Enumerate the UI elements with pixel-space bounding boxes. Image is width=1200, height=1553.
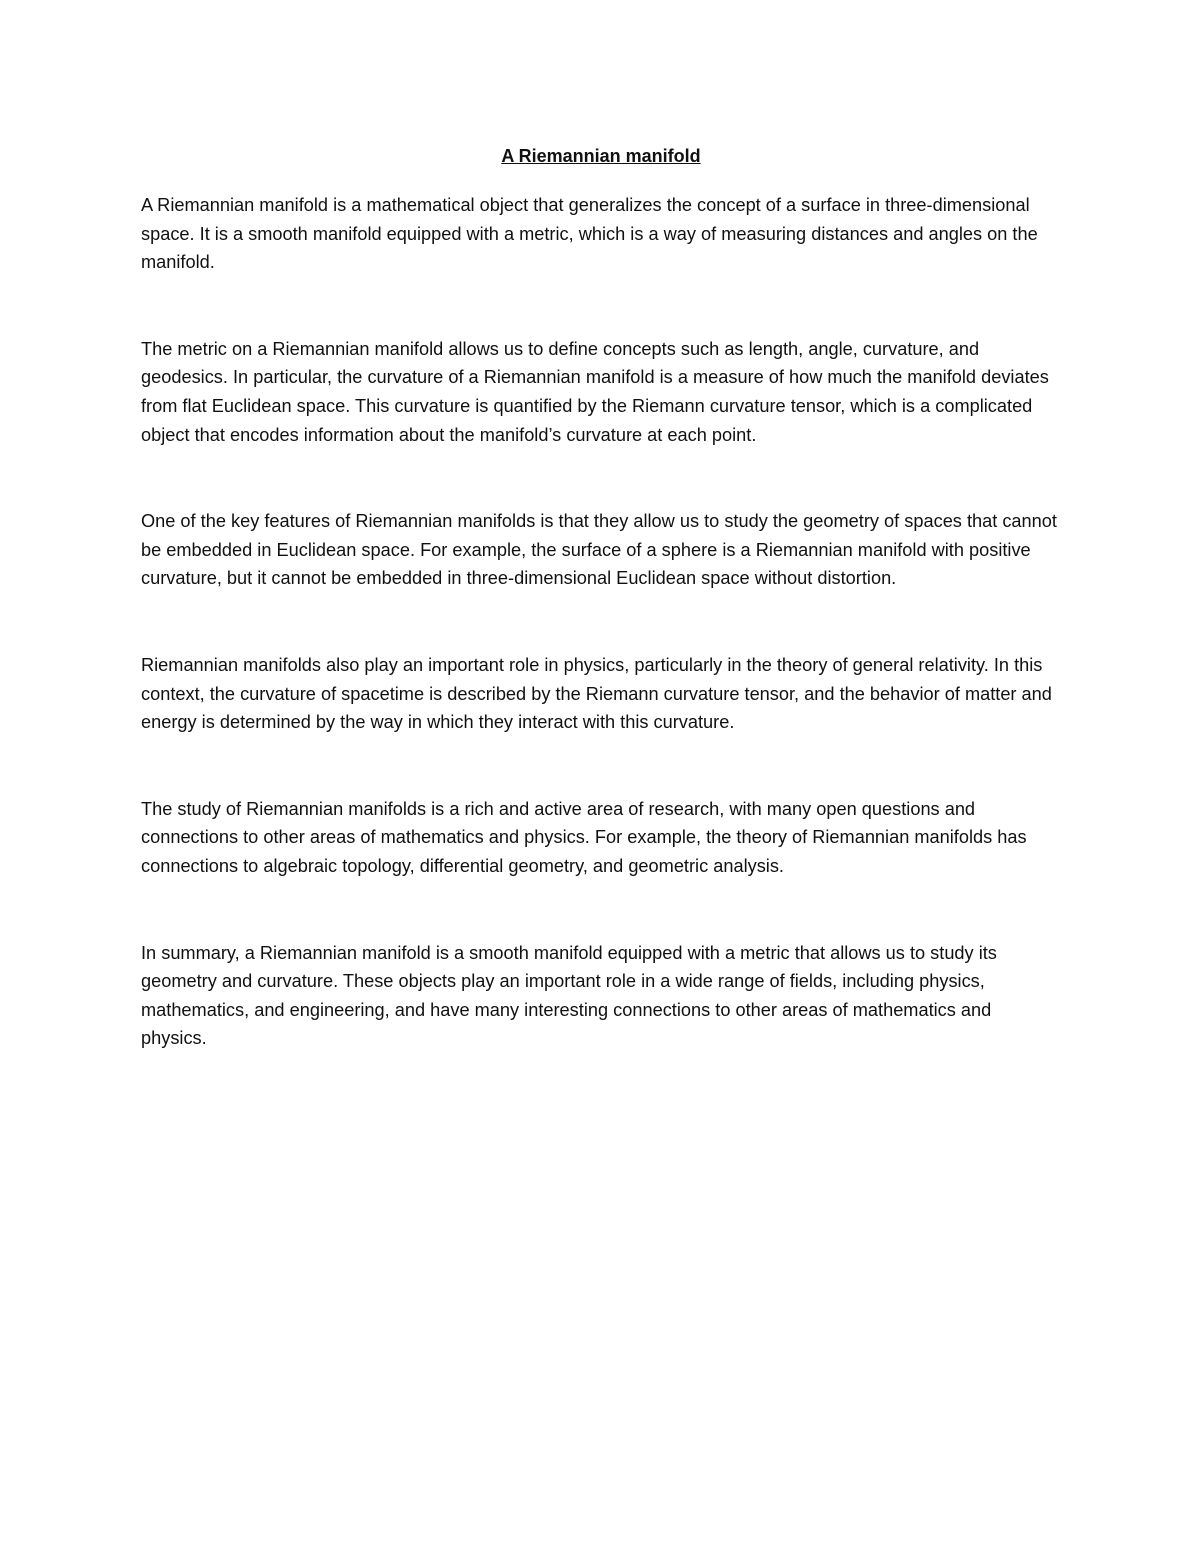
paragraph-key-features: One of the key features of Riemannian manifolds is that they allow us to study the geometry of spaces that cannot be embedded in Euclidean space. For example, the surface of a sphere is a Riemannian manifold with positive curvature, but it cannot be embedded in three-dimensional Euclidean space without distortion.: [141, 511, 1057, 589]
paragraph-spacer: [141, 277, 1061, 335]
paragraph-summary: In summary, a Riemannian manifold is a smooth manifold equipped with a metric that allows us to study its geometry and curvature. These objects play an important role in a wide range of fields, including physics, mathematics, and engineering, and have many interesting connections to other areas of mathematics and physics.: [141, 942, 997, 1049]
paragraph-research: The study of Riemannian manifolds is a rich and active area of research, with many open questions and connections to other areas of mathematics and physics. For example, the theory of Riemannian manifolds has connections to algebraic topology, differential geometry, and geometric analysis.: [141, 798, 1027, 876]
paragraph-metric: The metric on a Riemannian manifold allows us to define concepts such as length, angle, curvature, and geodesics. In particular, the curvature of a Riemannian manifold is a measure of how much the manifold deviates from flat Euclidean space. This curvature is quantified by the Riemann curvature tensor, which is a complicated object that encodes information about the manifold’s curvature at each point.: [141, 338, 1049, 445]
paragraph-spacer: [141, 881, 1061, 939]
paragraph-spacer: [141, 593, 1061, 651]
paragraph-physics: Riemannian manifolds also play an important role in physics, particularly in the theory of general relativity. In this context, the curvature of spacetime is described by the Riemann curvature tensor, and the behavior of matter and energy is determined by the way in which they interact with this curvature.: [141, 654, 1052, 733]
paragraph-spacer: [141, 737, 1061, 795]
document-body: [141, 142, 1061, 1053]
paragraph-spacer: [141, 449, 1061, 507]
paragraph-intro: A Riemannian manifold is a mathematical object that generalizes the concept of a surface in three-dimensional space. It is a smooth manifold equipped with a metric, which is a way of measuring distances and angles on the manifold.: [141, 195, 1038, 273]
document-title: A Riemannian manifold: [501, 146, 701, 166]
